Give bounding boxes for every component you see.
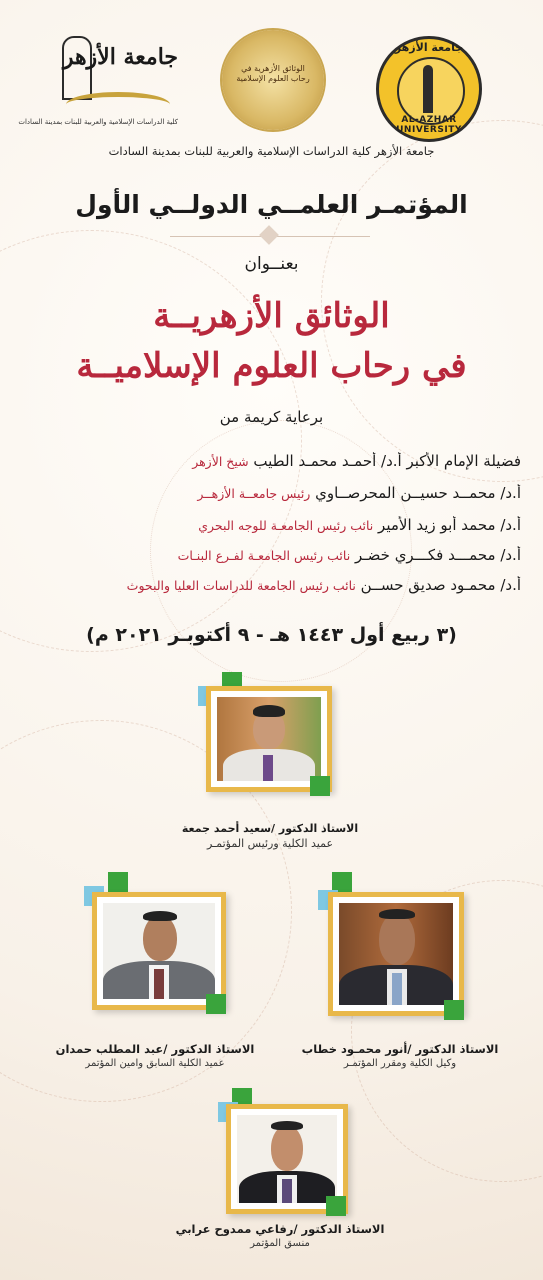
patron-name: فضيلة الإمام الأكبر أ.د/ أحمـد محمـد الطيب: [253, 452, 521, 470]
patron-title: شيخ الأزهر: [192, 454, 249, 469]
green-square-ornament: [108, 872, 128, 892]
person-name: الاستاذ الدكتور /أنور محمـود خطاب: [301, 1042, 499, 1056]
patron-line: [22, 576, 521, 594]
patron-line: [22, 516, 521, 534]
patron-title: نائب رئيس الجامعـة لفـرع البنـات: [177, 548, 351, 563]
green-square-ornament: [206, 994, 226, 1014]
conference-emblem-logo: [222, 30, 324, 130]
azhar-college-logo: [18, 30, 178, 130]
university-logo-arabic: جامعة الأزهر: [394, 41, 464, 54]
university-logo-english: AL-AZHAR UNIVERSITY: [396, 115, 462, 135]
portrait-photo: [237, 1115, 337, 1203]
patron-title: رئيس جامعــة الأزهــر: [197, 486, 311, 501]
college-name: جامعة الأزهر كلية الدراسات الإسلامية والعربية للبنات بمدينة السادات: [108, 144, 435, 158]
patron-title: نائب رئيس الجامعة للدراسات العليا والبحوث: [126, 578, 356, 593]
patron-line: [22, 546, 521, 564]
portrait-photo: [103, 903, 215, 999]
al-azhar-university-logo: [376, 36, 482, 142]
portrait-photo: [217, 697, 321, 781]
person-role: وكيل الكلية ومقرر المؤتمـر: [343, 1058, 457, 1069]
person-role: عميد الكلية ورئيس المؤتمـر: [206, 837, 334, 850]
portrait-frame: [92, 892, 226, 1010]
green-square-ornament: [332, 872, 352, 892]
conference-title: المؤتمـر العلمــي الدولــي الأول: [75, 190, 468, 219]
minaret-icon: [423, 65, 433, 113]
diamond-ornament-icon: [259, 225, 279, 245]
conference-date: (٣ ربيع أول ١٤٤٣ هـ - ٩ أكتوبـر ٢٠٢١ م): [86, 624, 457, 646]
patronage-label: برعاية كريمة من: [219, 408, 324, 426]
patron-line: [22, 484, 521, 502]
portrait-frame: [328, 892, 464, 1016]
person-caption: [20, 1042, 290, 1069]
green-square-ornament: [326, 1196, 346, 1216]
entitled-label: بعنــوان: [244, 254, 299, 274]
patron-line: [22, 452, 521, 470]
person-caption: [150, 1222, 410, 1249]
patron-name: أ.د/ محمد أبو زيد الأمير: [378, 516, 521, 534]
person-caption: [140, 822, 400, 850]
person-role: منسق المؤتمر: [250, 1238, 310, 1249]
logo-left-subtitle: كلية الدراسات الإسلامية والعربية للبنات بمدينة السادات: [18, 118, 178, 126]
person-name: الاستاذ الدكتور /رفاعي ممدوح عرابي: [175, 1222, 385, 1236]
patron-name: أ.د/ محمـود صديق حســن: [360, 576, 521, 594]
person-name: الاستاذ الدكتور /عبد المطلب حمدان: [55, 1042, 255, 1056]
person-name: الاستاذ الدكتور /سعيد أحمد جمعة: [181, 822, 359, 835]
swoosh-icon: [66, 92, 170, 117]
conference-theme-line1: الوثائق الأزهريــة: [153, 296, 390, 336]
conference-theme-line2: في رحاب العلوم الإسلاميــة: [76, 346, 467, 386]
green-square-ornament: [444, 1000, 464, 1020]
patron-name: أ.د/ محمـــد فكـــري خضـر: [354, 546, 521, 564]
person-role: عميد الكلية السابق وامين المؤتمر: [85, 1058, 225, 1069]
patron-name: أ.د/ محمــد حسيــن المحرصــاوي: [315, 484, 521, 502]
green-square-ornament: [310, 776, 330, 796]
portrait-photo: [339, 903, 453, 1005]
person-caption: [270, 1042, 530, 1069]
patron-title: نائب رئيس الجامعـة للوجه البحري: [198, 518, 374, 533]
logo-left-text: جامعة الأزهر: [62, 44, 178, 70]
emblem-text: الوثائق الأزهرية في رحاب العلوم الإسلامية: [236, 64, 310, 84]
